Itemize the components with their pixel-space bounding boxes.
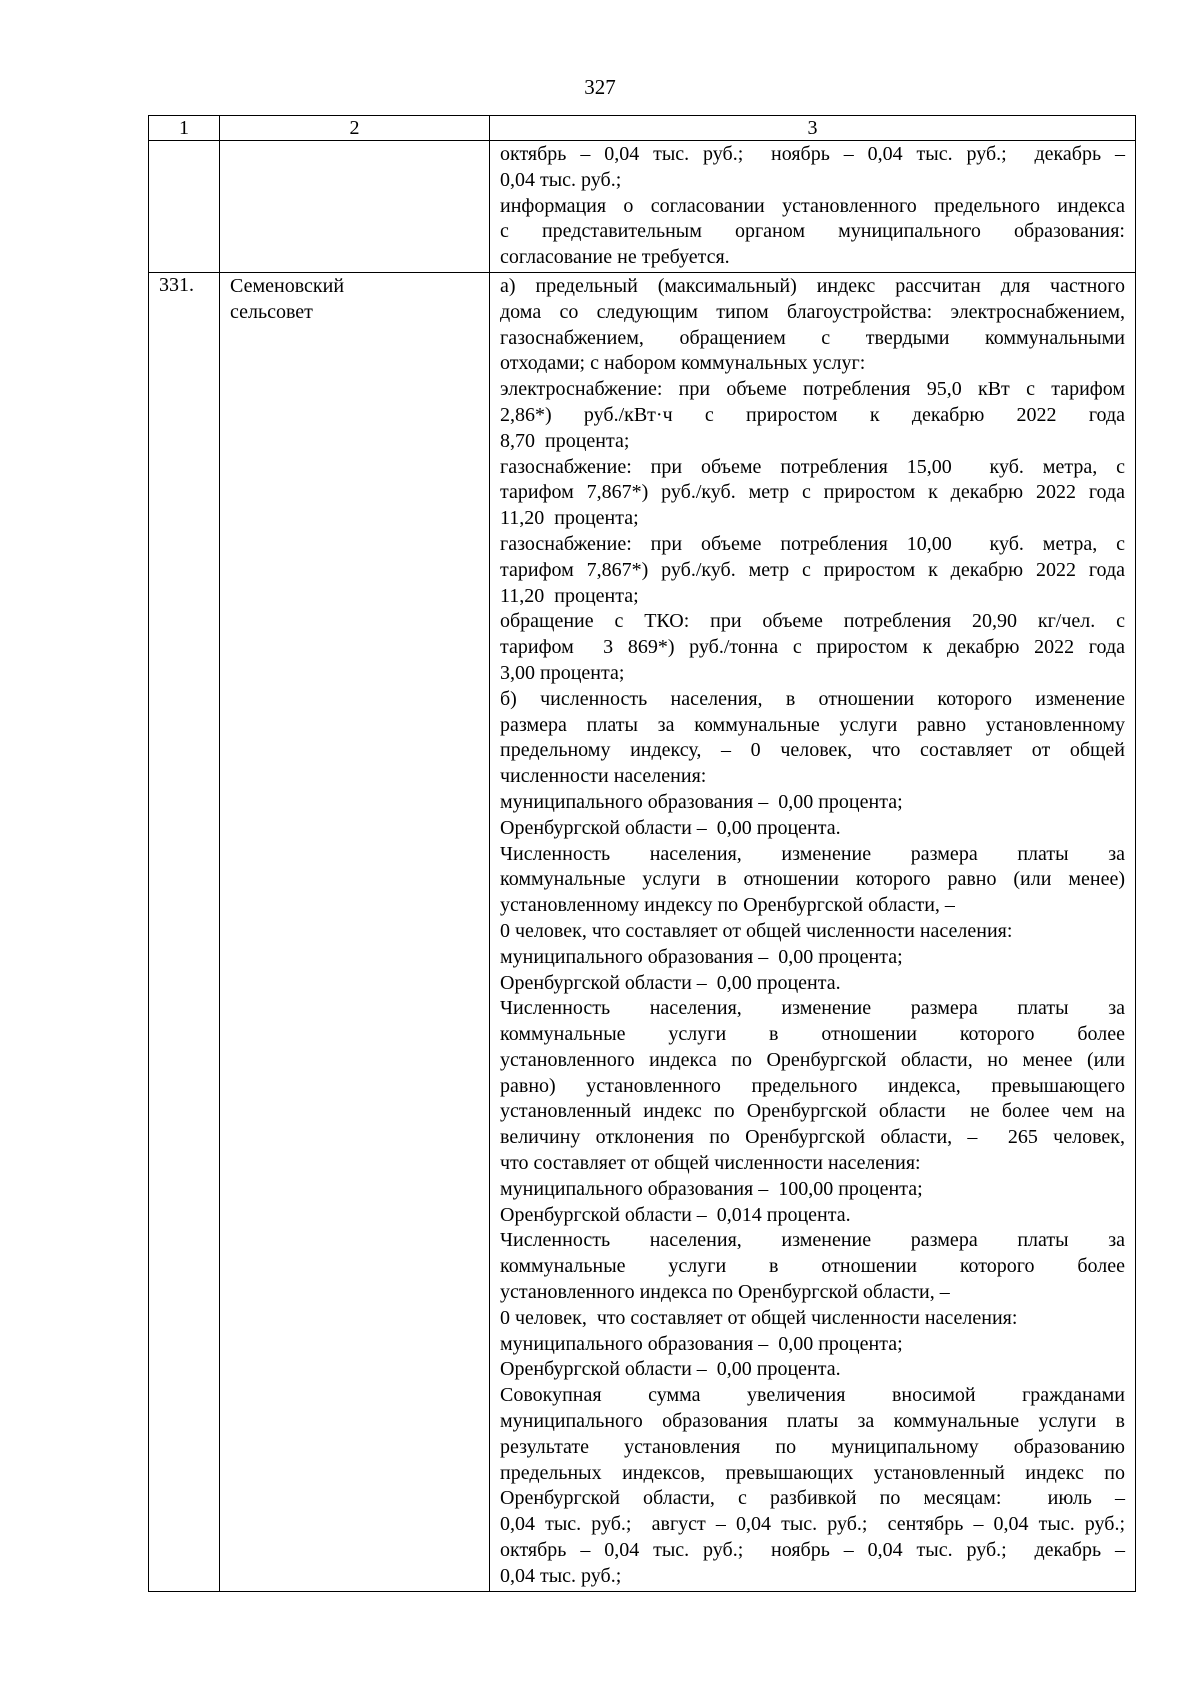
text-line: информация о согласовании установленного предельного индекса: [500, 194, 1125, 217]
text-line: установленный индекс по Оренбургской области не более чем на: [500, 1100, 1125, 1123]
text-line: сельсовет: [230, 300, 313, 323]
text-line: установленного индекса по Оренбургской области, –: [500, 1281, 950, 1304]
header-col-3: 3: [490, 116, 1136, 141]
row-number: 331.: [159, 273, 194, 296]
text-line: Численность населения, изменение размера платы за: [500, 1229, 1125, 1252]
text-line: предельных индексов, превышающих установленный индекс по: [500, 1461, 1125, 1484]
text-line: дома со следующим типом благоустройства: электроснабжением,: [500, 300, 1125, 323]
text-line: 2,86*) руб./кВт·ч с приростом к декабрю 2022 года: [500, 403, 1125, 426]
continuation-row: [149, 141, 1136, 273]
text-line: обращение с ТКО: при объеме потребления 20,90 кг/чел. с: [500, 610, 1125, 633]
text-line: величину отклонения по Оренбургской области, – 265 человек,: [500, 1126, 1125, 1149]
text-line: Оренбургской области – 0,00 процента.: [500, 816, 841, 839]
row-text-block: [490, 273, 1135, 1591]
row-number-cell: [149, 272, 220, 1591]
text-line: 3,00 процента;: [500, 661, 625, 684]
cont-number-cell: [149, 141, 220, 273]
text-line: размера платы за коммунальные услуги равно установленному: [500, 713, 1125, 736]
text-line: Численность населения, изменение размера платы за: [500, 842, 1125, 865]
cont-text-block: [490, 141, 1135, 272]
settlement-name: [220, 273, 489, 327]
text-line: муниципального образования – 0,00 процента;: [500, 945, 903, 968]
text-line: Оренбургской области, с разбивкой по месяцам: июль –: [500, 1487, 1125, 1510]
text-line: газоснабжение: при объеме потребления 15,00 куб. метра, с: [500, 455, 1125, 478]
text-line: 0,04 тыс. руб.;: [500, 1564, 622, 1587]
text-line: 11,20 процента;: [500, 584, 639, 607]
text-line: предельному индексу, – 0 человек, что составляет от общей: [500, 739, 1125, 762]
text-line: что составляет от общей численности населения:: [500, 1152, 921, 1175]
text-line: результате установления по муниципальному образованию: [500, 1435, 1125, 1458]
text-line: 11,20 процента;: [500, 507, 639, 530]
row-name-cell: [220, 272, 490, 1591]
text-line: б) численность населения, в отношении которого изменение: [500, 687, 1125, 710]
cont-text-cell: [490, 141, 1136, 273]
text-line: коммунальные услуги в отношении которого более: [500, 1023, 1125, 1046]
text-line: 0 человек, что составляет от общей численности населения:: [500, 1306, 1018, 1329]
text-line: равно) установленного предельного индекса, превышающего: [500, 1074, 1125, 1097]
text-line: коммунальные услуги в отношении которого равно (или менее): [500, 868, 1125, 891]
text-line: муниципального образования – 100,00 процента;: [500, 1177, 923, 1200]
text-line: 0,04 тыс. руб.;: [500, 168, 622, 191]
text-line: Численность населения, изменение размера платы за: [500, 997, 1125, 1020]
text-line: 0,04 тыс. руб.; август – 0,04 тыс. руб.; сентябрь – 0,04 тыс. руб.;: [500, 1513, 1125, 1536]
text-line: газоснабжение: при объеме потребления 10,00 куб. метра, с: [500, 532, 1125, 555]
table-row-331: [149, 272, 1136, 1591]
cont-name-cell: [220, 141, 490, 273]
header-row: [149, 116, 1136, 141]
text-line: 8,70 процента;: [500, 429, 630, 452]
text-line: октябрь – 0,04 тыс. руб.; ноябрь – 0,04 тыс. руб.; декабрь –: [500, 143, 1125, 165]
text-line: тарифом 7,867*) руб./куб. метр с приростом к декабрю 2022 года: [500, 558, 1125, 581]
text-line: с представительным органом муниципального образования:: [500, 220, 1125, 243]
text-line: муниципального образования – 0,00 процента;: [500, 790, 903, 813]
text-line: Оренбургской области – 0,014 процента.: [500, 1203, 851, 1226]
header-col-2: 2: [220, 116, 490, 141]
text-line: коммунальные услуги в отношении которого более: [500, 1255, 1125, 1278]
text-line: октябрь – 0,04 тыс. руб.; ноябрь – 0,04 тыс. руб.; декабрь –: [500, 1539, 1125, 1562]
header-col-1: 1: [149, 116, 220, 141]
text-line: установленному индексу по Оренбургской области, –: [500, 894, 955, 917]
text-line: Оренбургской области – 0,00 процента.: [500, 1358, 841, 1381]
tariff-table: [148, 115, 1136, 1592]
text-line: 0 человек, что составляет от общей численности населения:: [500, 919, 1013, 942]
text-line: электроснабжение: при объеме потребления 95,0 кВт с тарифом: [500, 378, 1125, 401]
text-line: а) предельный (максимальный) индекс рассчитан для частного: [500, 274, 1125, 297]
text-line: Совокупная сумма увеличения вносимой гражданами: [500, 1384, 1125, 1407]
text-line: Оренбургской области – 0,00 процента.: [500, 971, 841, 994]
text-line: муниципального образования платы за коммунальные услуги в: [500, 1410, 1125, 1433]
text-line: установленного индекса по Оренбургской области, но менее (или: [500, 1048, 1125, 1071]
text-line: газоснабжением, обращением с твердыми коммунальными: [500, 326, 1125, 349]
text-line: отходами; с набором коммунальных услуг:: [500, 352, 866, 375]
text-line: согласование не требуется.: [500, 246, 730, 269]
text-line: численности населения:: [500, 765, 707, 788]
text-line: Семеновский: [230, 274, 345, 297]
page-number: 327: [584, 75, 616, 99]
text-line: муниципального образования – 0,00 процента;: [500, 1332, 903, 1355]
row-text-cell: [490, 272, 1136, 1591]
text-line: тарифом 7,867*) руб./куб. метр с приростом к декабрю 2022 года: [500, 481, 1125, 504]
text-line: тарифом 3 869*) руб./тонна с приростом к декабрю 2022 года: [500, 636, 1125, 659]
